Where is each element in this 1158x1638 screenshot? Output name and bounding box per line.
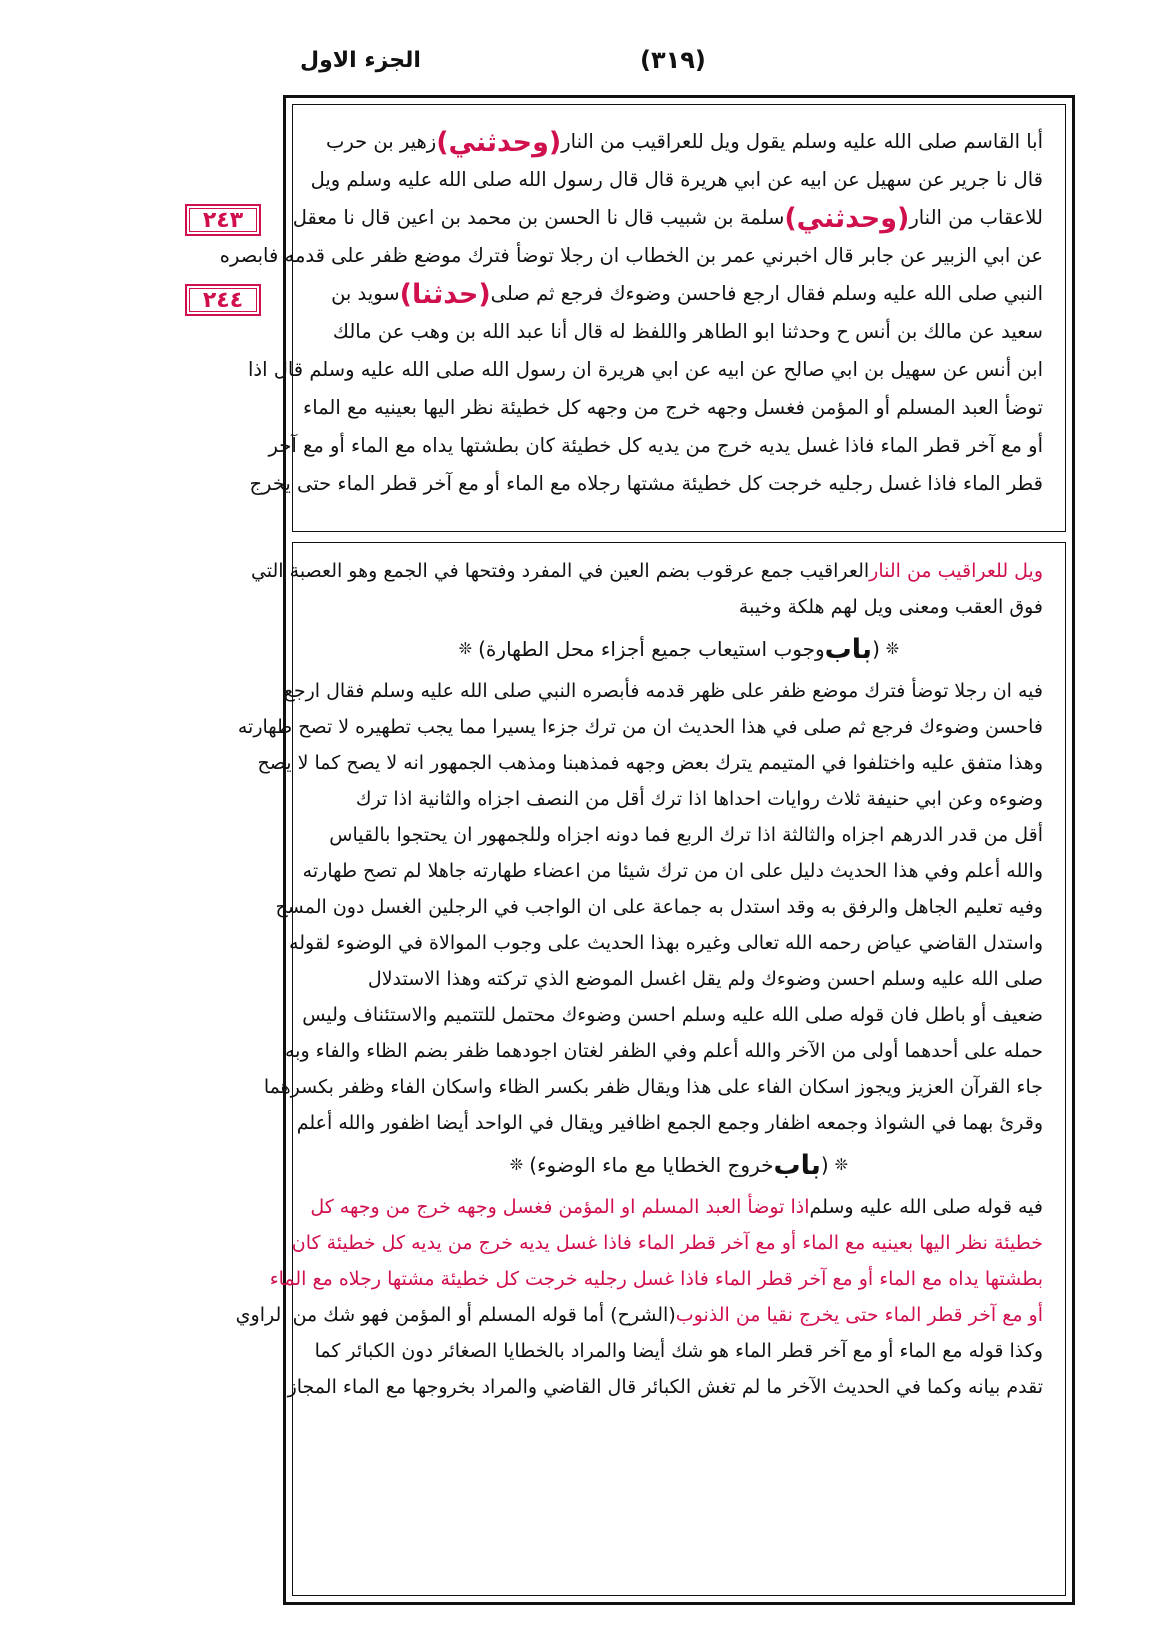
- matn-line: [303, 389, 1043, 427]
- heading-text: وجوب استيعاب جميع أجزاء محل الطهارة): [478, 637, 825, 661]
- chapter-heading: [315, 625, 1043, 673]
- matn-text: سلمة بن شبيب قال نا الحسن بن محمد بن اعين قال نا معقل: [292, 206, 785, 230]
- matn-line: [315, 275, 1043, 313]
- sharh-line: وقرئ بهما في الشواذ وجمعه اظفار وجمع الجمع اظافير ويقال في الواحد أيضا اظفور والله أعلم: [296, 1111, 1043, 1134]
- sharh-line: والله أعلم وفي هذا الحديث دليل على ان من ترك شيئا من اعضاء طهارته جاهلا لم تصح طهارته: [302, 859, 1043, 882]
- sharh-text: تقدم بيانه وكما في الحديث الآخر ما لم تغش الكبائر قال القاضي والمراد بخروجها مع الماء المجاز: [287, 1375, 1043, 1398]
- matn-line: [292, 199, 1043, 237]
- matn-line: [268, 427, 1043, 465]
- matn-text: توضأ العبد المسلم أو المؤمن فغسل وجهه خرج من وجهه كل خطيئة نظر اليها بعينيه مع الماء: [303, 396, 1043, 420]
- sharh-line: [269, 1261, 1043, 1297]
- sharh-line: وضوءه وعن ابي حنيفة ثلاث روايات احداها اذا ترك أقل من النصف اجزاه والثانية اذا ترك: [355, 787, 1043, 810]
- matn-text: سويد بن: [331, 282, 400, 306]
- sharh-line: واستدل القاضي عياض رحمه الله تعالى وغيره بهذا الحديث على وجوب الموالاة في الوضوء لقوله: [289, 931, 1043, 954]
- matn-text: قال نا جرير عن سهيل عن ابيه عن ابي هريرة قال قال رسول الله صلى الله عليه وسلم ويل: [310, 168, 1043, 192]
- page-number: (٣١٩): [640, 46, 706, 74]
- matn-text: قطر الماء فاذا غسل رجليه خرجت كل خطيئة مشتها رجلاه مع الماء أو مع آخر قطر الماء حتى يخرج: [249, 472, 1043, 496]
- sharh-text: فيه قوله صلى الله عليه وسلم: [809, 1195, 1043, 1218]
- lemma-text: ويل للعراقيب من النار: [869, 559, 1043, 582]
- ornament-icon: ❊: [834, 1155, 849, 1174]
- sharh-line: [291, 1225, 1043, 1261]
- sharh-line: صلى الله عليه وسلم احسن وضوءك ولم يقل اغسل الموضع الذي تركته وهذا الاستدلال: [367, 967, 1043, 990]
- quoted-hadith: بطشتها يداه مع الماء أو مع آخر قطر الماء فاذا غسل رجليه خرجت كل خطيئة مشتها رجلاه مع الماء: [269, 1267, 1043, 1290]
- matn-line: [247, 351, 1043, 389]
- matn-line: [315, 313, 1043, 351]
- heading-text: خروج الخطايا مع ماء الوضوء): [529, 1153, 774, 1177]
- sharh-line: وهذا متفق عليه واختلفوا في المتيمم يترك بعض وجهه فمذهبنا ومذهب الجمهور انه لا يصح كما لا يصح: [257, 751, 1043, 774]
- sharh-line: حمله على أحدهما أولى من الآخر والله أعلم وفي الظفر لغتان اجودهما ظفر بضم الظاء والفاء وبه: [284, 1039, 1043, 1062]
- sharh-line: [315, 1333, 1043, 1369]
- sharh-line: [250, 553, 1043, 589]
- running-header-part: الجزء الاول: [300, 48, 421, 73]
- heading-bab: باب: [824, 633, 873, 665]
- narration-marker: (حدثنا): [399, 278, 491, 310]
- sharh-line: [235, 1297, 1043, 1333]
- margin-hadith-number: ٢٤٣: [185, 204, 261, 236]
- quoted-hadith: أو مع آخر قطر الماء حتى يخرج نقيا من الذنوب: [675, 1303, 1043, 1326]
- matn-text: للاعقاب من النار: [909, 206, 1043, 230]
- heading-open-paren: (: [820, 1153, 829, 1177]
- heading-bab: باب: [773, 1149, 821, 1181]
- sharh-text: (الشرح) أما قوله المسلم أو المؤمن فهو شك من الراوي: [235, 1303, 676, 1326]
- matn-text: سعيد عن مالك بن أنس ح وحدثنا ابو الطاهر واللفظ له قال أنا عبد الله بن وهب عن مالك: [332, 320, 1043, 344]
- sharh-text: فوق العقب ومعنى ويل لهم هلكة وخيبة: [738, 595, 1043, 618]
- sharh-line: [315, 589, 1043, 625]
- matn-text: النبي صلى الله عليه وسلم فقال ارجع فاحسن وضوءك فرجع ثم صلى: [490, 282, 1043, 306]
- matn-line: [315, 123, 1043, 161]
- margin-hadith-number: ٢٤٤: [185, 284, 261, 316]
- sharh-line: [310, 1189, 1043, 1225]
- matn-text: أو مع آخر قطر الماء فاذا غسل يديه خرج من يديه كل خطيئة كان بطشتها يداه مع الماء أو مع آخر: [268, 434, 1043, 458]
- ornament-icon: ❊: [885, 639, 900, 658]
- heading-open-paren: (: [872, 637, 880, 661]
- matn-line: [310, 161, 1043, 199]
- sharh-text: وكذا قوله مع الماء أو مع آخر قطر الماء هو شك أيضا والمراد بالخطايا الصغائر دون الكبائر كما: [314, 1339, 1043, 1362]
- narration-marker: (وحدثني): [784, 202, 910, 234]
- sharh-box: [235, 542, 1066, 1596]
- chapter-heading: [315, 1141, 1043, 1189]
- sharh-line: أقل من قدر الدرهم اجزاه والثالثة اذا ترك الربع فما دونه اجزاه وللجمهور ان يحتجوا بالقياس: [329, 823, 1043, 846]
- matn-text: ابن أنس عن سهيل بن ابي صالح عن ابيه عن ابي هريرة ان رسول الله صلى الله عليه وسلم قال اذا: [247, 358, 1043, 382]
- ornament-icon: ❊: [458, 639, 473, 658]
- sharh-line: وفيه تعليم الجاهل والرفق به وقد استدل به جماعة على ان الواجب في الرجلين الغسل دون المسح: [275, 895, 1043, 918]
- matn-text: زهير بن حرب: [326, 130, 437, 154]
- narration-marker: (وحدثني): [436, 126, 562, 158]
- sharh-line: فاحسن وضوءك فرجع ثم صلى في هذا الحديث ان من ترك جزءا يسيرا مما يجب تطهيره لا تصح طهارته: [237, 715, 1043, 738]
- sharh-line: فيه ان رجلا توضأ فترك موضع ظفر على ظهر قدمه فأبصره النبي صلى الله عليه وسلم فقال ارجع: [283, 679, 1043, 702]
- quoted-hadith: خطيئة نظر اليها بعينيه مع الماء أو مع آخر قطر الماء فاذا غسل يديه خرج من يديه كل خطيئة كان: [291, 1231, 1043, 1254]
- sharh-text: العراقيب جمع عرقوب بضم العين في المفرد وفتحها في الجمع وهو العصبة التي: [250, 559, 870, 582]
- sharh-line: جاء القرآن العزيز ويجوز اسكان الفاء على هذا ويقال ظفر بكسر الظاء واسكان الفاء وظفر بكسرهما: [263, 1075, 1043, 1098]
- sharh-line: [287, 1369, 1043, 1405]
- matn-text: عن ابي الزبير عن جابر قال اخبرني عمر بن الخطاب ان رجلا توضأ فترك موضع ظفر على قدمه فابصره: [219, 244, 1043, 268]
- matn-line: [219, 237, 1043, 275]
- matn-line: [249, 465, 1043, 503]
- ornament-icon: ❊: [509, 1155, 524, 1174]
- sharh-line: ضعيف أو باطل فان قوله صلى الله عليه وسلم احسن وضوءك محتمل للتتميم والاستئناف وليس: [302, 1003, 1043, 1026]
- quoted-hadith: اذا توضأ العبد المسلم او المؤمن فغسل وجهه خرج من وجهه كل: [310, 1195, 810, 1218]
- matn-text: أبا القاسم صلى الله عليه وسلم يقول ويل للعراقيب من النار: [561, 130, 1043, 154]
